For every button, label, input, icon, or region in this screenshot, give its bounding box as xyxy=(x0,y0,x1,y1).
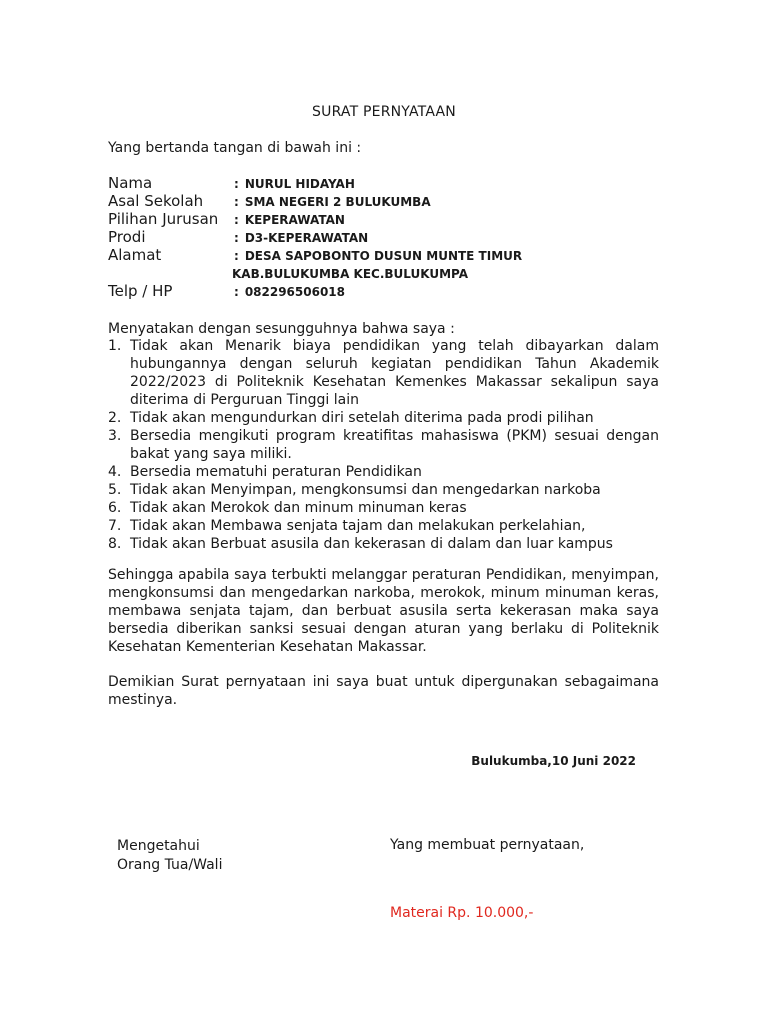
list-item: 4. Bersedia mematuhi peraturan Pendidikan xyxy=(108,464,422,480)
list-item: 8. Tidak akan Berbuat asusila dan kekerasan di dalam dan luar kampus xyxy=(108,536,613,552)
field-label: Alamat xyxy=(108,246,162,264)
field-label: Asal Sekolah xyxy=(108,192,204,210)
field-value-text: 082296506018 xyxy=(244,285,346,299)
declaration-intro: Menyatakan dengan sesungguhnya bahwa saya : xyxy=(108,321,455,337)
date-place: Bulukumba,10 Juni 2022 xyxy=(471,754,636,768)
document-title: SURAT PERNYATAAN xyxy=(312,104,456,120)
field-label: Nama xyxy=(108,174,153,192)
point-text: Bersedia mengikuti program kreatifitas mahasiswa (PKM) sesuai dengan bakat yang saya miliki. xyxy=(130,428,659,462)
list-item: 6. Tidak akan Merokok dan minum minuman keras xyxy=(108,500,467,516)
field-value: : D3-KEPERAWATAN xyxy=(234,231,369,245)
field-value-text: D3-KEPERAWATAN xyxy=(244,231,369,245)
field-label: Telp / HP xyxy=(108,282,173,300)
list-item: 1. Tidak akan Menarik biaya pendidikan yang telah dibayarkan dalam hubungannya dengan seluruh kegiatan pendidikan Tahun Akademik 2022/2023 di Politeknik Kesehatan Kemenkes Makassar sekalipun saya diterima di Perguruan Tinggi lain xyxy=(108,338,659,408)
point-text: Bersedia mematuhi peraturan Pendidikan xyxy=(130,464,422,480)
field-value-text: KEPERAWATAN xyxy=(244,213,345,227)
field-value-text: DESA SAPOBONTO DUSUN MUNTE TIMUR xyxy=(244,249,523,263)
declaration-points xyxy=(108,337,659,553)
point-text: Tidak akan Merokok dan minum minuman keras xyxy=(130,500,467,516)
field-value: : DESA SAPOBONTO DUSUN MUNTE TIMUR xyxy=(234,249,523,263)
sign-left-line1: Mengetahui xyxy=(117,838,200,854)
field-value-text: NURUL HIDAYAH xyxy=(244,177,355,191)
field-label: Prodi xyxy=(108,228,146,246)
point-text: Tidak akan mengundurkan diri setelah diterima pada prodi pilihan xyxy=(130,410,594,426)
consequence-paragraph: Sehingga apabila saya terbukti melanggar peraturan Pendidikan, menyimpan, mengkonsumsi dan mengedarkan narkoba, merokok, minum minuman keras, membawa senjata tajam, dan berbuat asusila serta kekerasan maka saya bersedia diberikan sanksi sesuai dengan aturan yang berlaku di Politeknik Kesehatan Kementerian Kesehatan Makassar. xyxy=(108,567,659,655)
declarant-signature-label: Yang membuat pernyataan, xyxy=(390,837,585,853)
point-text: Tidak akan Menyimpan, mengkonsumsi dan mengedarkan narkoba xyxy=(130,482,601,498)
list-item: 3. Bersedia mengikuti program kreatifitas mahasiswa (PKM) sesuai dengan bakat yang saya miliki. xyxy=(108,428,659,462)
point-text: Tidak akan Menarik biaya pendidikan yang telah dibayarkan dalam hubungannya dengan seluruh kegiatan pendidikan Tahun Akademik 2022/2023 di Politeknik Kesehatan Kemenkes Makassar sekalipun saya diterima di Perguruan Tinggi lain xyxy=(130,338,659,408)
sign-left-line2: Orang Tua/Wali xyxy=(117,857,223,873)
field-label: Pilihan Jurusan xyxy=(108,210,219,228)
field-value-continuation: KAB.BULUKUMBA KEC.BULUKUMPA xyxy=(232,267,468,281)
field-value: : SMA NEGERI 2 BULUKUMBA xyxy=(234,195,431,209)
closing-paragraph: Demikian Surat pernyataan ini saya buat untuk dipergunakan sebagaimana mestinya. xyxy=(108,674,659,708)
field-value: : KEPERAWATAN xyxy=(234,213,345,227)
point-text: Tidak akan Membawa senjata tajam dan melakukan perkelahian, xyxy=(130,518,586,534)
intro-text: Yang bertanda tangan di bawah ini : xyxy=(108,140,362,156)
field-value-text: SMA NEGERI 2 BULUKUMBA xyxy=(244,195,431,209)
list-item: 7. Tidak akan Membawa senjata tajam dan melakukan perkelahian, xyxy=(108,518,586,534)
materai-stamp-label: Materai Rp. 10.000,- xyxy=(390,905,534,921)
point-text: Tidak akan Berbuat asusila dan kekerasan di dalam dan luar kampus xyxy=(130,536,613,552)
field-value: : 082296506018 xyxy=(234,285,346,299)
parent-signature-block xyxy=(117,837,222,875)
list-item: 5. Tidak akan Menyimpan, mengkonsumsi dan mengedarkan narkoba xyxy=(108,482,601,498)
list-item: 2. Tidak akan mengundurkan diri setelah diterima pada prodi pilihan xyxy=(108,410,594,426)
field-value: : NURUL HIDAYAH xyxy=(234,177,355,191)
